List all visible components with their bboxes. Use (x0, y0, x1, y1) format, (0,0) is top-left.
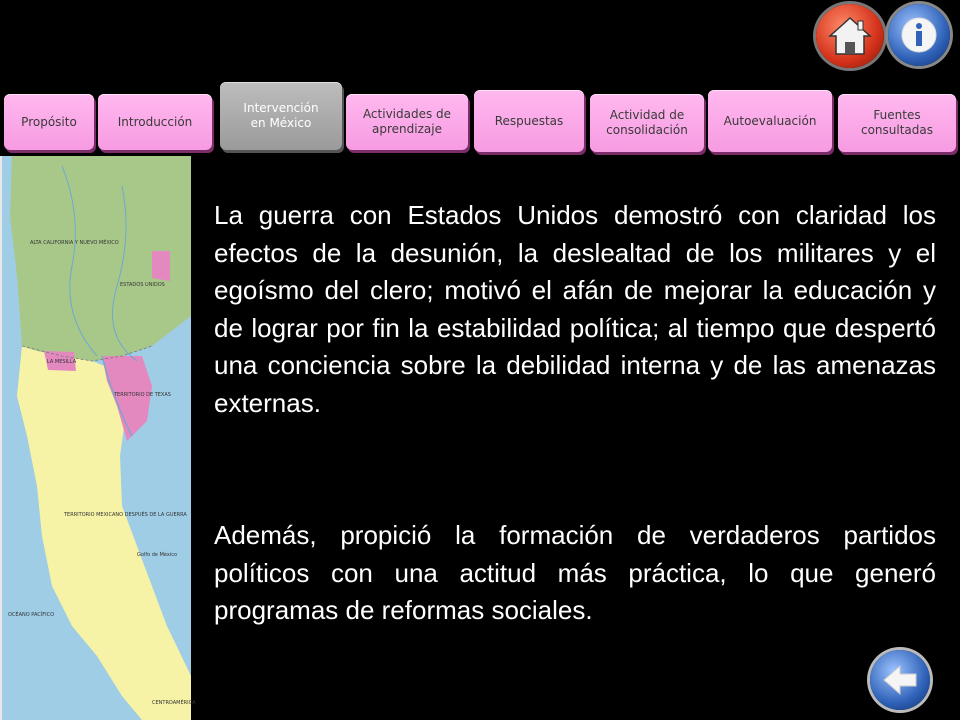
tab-respuestas[interactable] (474, 90, 584, 152)
back-arrow-icon (870, 650, 930, 710)
tab-label: Propósito (21, 114, 77, 129)
tab-label: Actividades de aprendizaje (362, 107, 452, 136)
info-icon (888, 4, 950, 66)
tab-label: Introducción (117, 114, 193, 129)
map-label-territorio-mexicano: TERRITORIO MEXICANO DESPUÉS DE LA GUERRA (64, 512, 187, 518)
tab-label: Intervención en México (243, 101, 319, 130)
tab-label: Fuentes consultadas (860, 108, 934, 137)
tab-autoevaluacion[interactable] (708, 90, 832, 152)
map-label-centroamerica: CENTROAMÉRICA (152, 700, 196, 706)
map-drawing (2, 156, 196, 720)
map-label-oceano: OCÉANO PACÍFICO (8, 612, 55, 618)
paragraph-2: Además, propició la formación de verdaderos partidos políticos con una actitud más práctica, lo que generó programas de reformas sociales. (214, 520, 936, 625)
tab-intervencion[interactable] (220, 82, 342, 150)
map-label-territorio-texas: TERRITORIO DE TEXAS (114, 392, 171, 398)
tab-proposito[interactable] (4, 94, 94, 150)
historical-map (0, 156, 196, 720)
back-button[interactable] (870, 650, 930, 710)
home-icon (816, 4, 884, 68)
tab-introduccion[interactable] (98, 94, 212, 150)
map-label-estados-unidos: ESTADOS UNIDOS (120, 282, 165, 288)
map-label-la-mesilla: LA MESILLA (47, 359, 77, 365)
tab-label: Actividad de consolidación (606, 108, 688, 137)
home-button[interactable] (816, 4, 884, 68)
tab-fuentes-consultadas[interactable] (838, 94, 956, 152)
tab-label: Respuestas (494, 113, 564, 128)
info-button[interactable] (888, 4, 950, 66)
tab-label: Autoevaluación (723, 113, 817, 128)
tab-actividad-consolidacion[interactable] (590, 94, 704, 152)
map-label-alta-california: ALTA CALIFORNIA Y NUEVO MÉXICO (30, 240, 119, 246)
paragraph-1: La guerra con Estados Unidos demostró con claridad los efectos de la desunión, la deslealtad de los militares y el egoísmo del clero; motivó el afán de mejorar la educación y de lograr por fin la estabilidad política; al tiempo que despertó una conciencia sobre la debilidad interna y de las amenazas externas. (214, 200, 936, 418)
tab-actividades-aprendizaje[interactable] (346, 94, 468, 150)
map-label-golfo: Golfo de México (137, 552, 178, 558)
